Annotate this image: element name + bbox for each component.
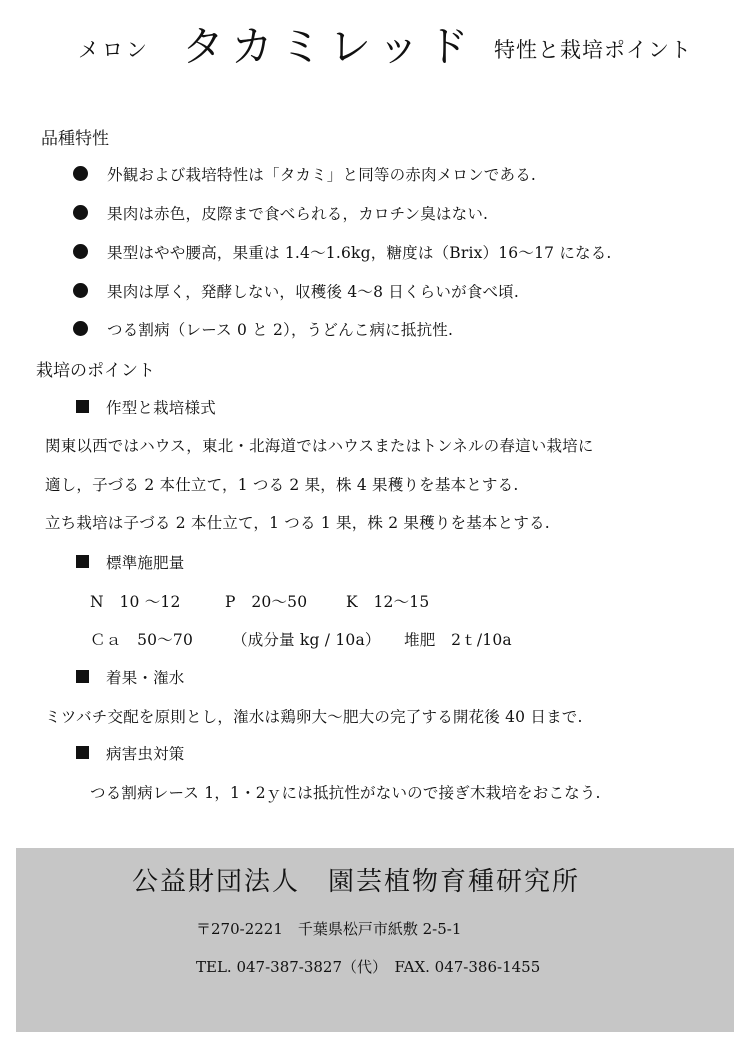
bullet-icon xyxy=(73,166,88,181)
fertilizer-k: K 12〜15 xyxy=(346,593,430,611)
bullet-icon xyxy=(73,321,88,336)
variety-bullet-5: つる割病（レース 0 と 2），うどんこ病に抵抗性. xyxy=(107,321,454,339)
pest-control-line: つる割病レース 1，1・2ｙには抵抗性がないので接ぎ木栽培をおこなう. xyxy=(90,784,601,802)
variety-bullet-2: 果肉は赤色，皮際まで食べられる，カロチン臭はない. xyxy=(107,205,489,223)
cropping-line-3: 立ち栽培は子づる 2 本仕立て，1 つる 1 果，株 2 果穫りを基本とする. xyxy=(45,514,550,532)
fertilizer-n: N 10 〜12 xyxy=(90,593,181,611)
bullet-icon xyxy=(73,283,88,298)
square-bullet-icon xyxy=(76,746,89,759)
section-title-pest-control: 病害虫対策 xyxy=(106,745,185,763)
fertilizer-p: P 20〜50 xyxy=(225,593,308,611)
fertilizer-ca: Ｃａ 50〜70 xyxy=(90,631,194,649)
bullet-icon xyxy=(73,205,88,220)
footer-box xyxy=(16,848,734,1032)
section-title-fruit-setting: 着果・潅水 xyxy=(106,669,185,687)
square-bullet-icon xyxy=(76,400,89,413)
cropping-line-2: 適し，子づる 2 本仕立て，1 つる 2 果，株 4 果穫りを基本とする. xyxy=(45,476,519,494)
bullet-icon xyxy=(73,244,88,259)
fertilizer-compost: 堆肥 2ｔ/10a xyxy=(404,631,512,649)
fertilizer-unit: （成分量 kg / 10a） xyxy=(232,631,381,649)
page-title: タカミレッド xyxy=(182,22,476,71)
organization-name: 公益財団法人 園芸植物育種研究所 xyxy=(132,867,581,897)
cropping-line-1: 関東以西ではハウス，東北・北海道ではハウスまたはトンネルの春這い栽培に xyxy=(45,437,594,455)
square-bullet-icon xyxy=(76,670,89,683)
section-title-cropping: 作型と栽培様式 xyxy=(106,399,216,417)
variety-heading: 品種特性 xyxy=(41,129,109,149)
section-title-fertilizer: 標準施肥量 xyxy=(106,554,185,572)
fruit-setting-line: ミツバチ交配を原則とし，潅水は鶏卵大〜肥大の完了する開花後 40 日まで. xyxy=(45,708,583,726)
title-suffix: 特性と栽培ポイント xyxy=(494,38,692,62)
cultivation-heading: 栽培のポイント xyxy=(36,361,155,381)
variety-bullet-3: 果型はやや腰高，果重は 1.4〜1.6kg，糖度は（Brix）16〜17 になる. xyxy=(107,244,612,262)
variety-bullet-1: 外観および栽培特性は「タカミ」と同等の赤肉メロンである. xyxy=(107,166,537,184)
address: 〒270-2221 千葉県松戸市紙敷 2-5-1 xyxy=(196,920,462,938)
title-prefix: メロン xyxy=(78,38,150,62)
square-bullet-icon xyxy=(76,555,89,568)
variety-bullet-4: 果肉は厚く，発酵しない，収穫後 4〜8 日くらいが食べ頃. xyxy=(107,283,519,301)
contact-numbers: TEL. 047-387-3827（代） FAX. 047-386-1455 xyxy=(196,958,541,976)
